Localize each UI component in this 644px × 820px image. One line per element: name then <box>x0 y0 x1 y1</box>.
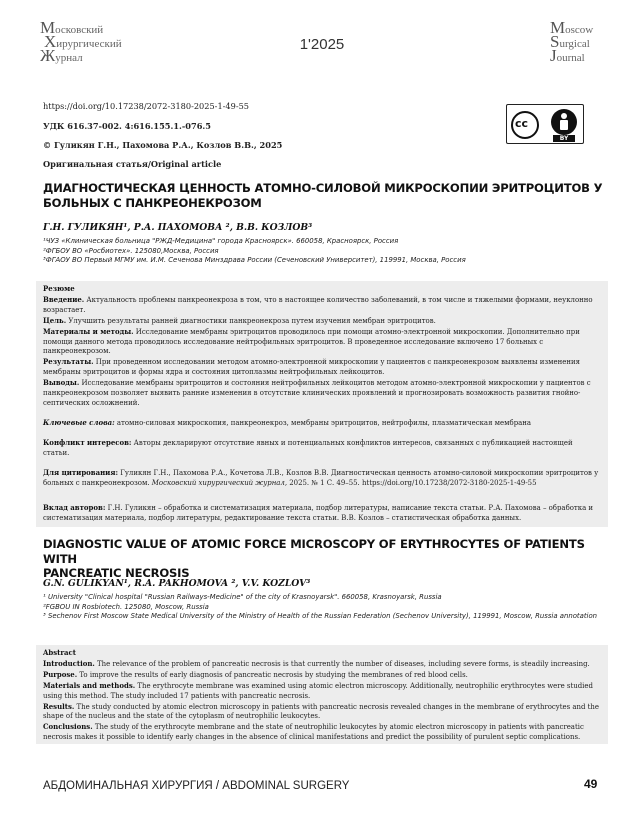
page-number: 49 <box>584 777 598 791</box>
ru-citation-text: Гуликян Г.Н., Пахомова Р.А., Кочетова Л.В., Козлов В.В. Диагностическая ценность атомно-силовой микроскопии эритроцитов у больных с панкреонекрозом. <box>43 468 599 487</box>
logo-en-line-1: Moscow <box>550 18 594 37</box>
en-methods <box>43 681 601 702</box>
ru-contributions-text: Г.Н. Гуликян – обработка и систематизация материала, подбор литературы, написание текста статьи. Р.А. Пахомова – обработка и систематизация материала, подбор литературы, редактирование текста статьи. В.В. Козлов – статистическая обработка данных. <box>43 504 594 522</box>
cc-by-license-badge[interactable] <box>506 104 584 144</box>
ru-citation-journal: Московский хирургический журнал, <box>151 478 288 487</box>
ru-intro-label: Введение. <box>43 294 85 304</box>
ru-contributions <box>43 503 601 524</box>
en-abstract-heading: Abstract <box>43 648 76 657</box>
logo-ru-line-2: Хирургический <box>44 32 122 51</box>
ru-affiliation-1: ¹ЧУЗ «Клиническая больница "РЖД-Медицина" города Красноярск». 660058, Красноярск, Россия <box>43 237 399 245</box>
en-authors: G.N. GULIKYAN¹, R.A. PAKHOMOVA ², V.V. KOZLOV³ <box>43 578 311 589</box>
en-results-text: The study conducted by atomic electron microscopy in patients with pancreatic necrosis revealed changes in the membrane of erythrocytes and the shape of the nucleus and the state of the cytoplasm of neutrophilic leukocytes. <box>43 702 599 721</box>
ru-abstract-box <box>36 281 608 527</box>
en-affiliation-1: ¹ University "Clinical hospital "Russian Railways-Medicine" of the city of Krasnoyarsk". 660058, Krasnoyarsk, Russia <box>43 593 442 601</box>
ru-citation <box>43 468 601 489</box>
ru-keywords-text: атомно-силовая микроскопия, панкреонекроз, мембраны эритроцитов, нейтрофилы, плазматическая мембрана <box>114 418 532 427</box>
ru-affiliation-2: ²ФГБОУ ВО «Росбиотех». 125080,Москва, Россия <box>43 246 219 255</box>
udk: УДК 616.37-002. 4:616.155.1.-076.5 <box>43 121 211 131</box>
ru-abstract-heading: Резюме <box>43 284 75 293</box>
ru-methods-label: Материалы и методы. <box>43 326 134 336</box>
doi-link[interactable]: https://doi.org/10.17238/2072-3180-2025-1-49-55 <box>43 101 250 111</box>
ru-contributions-label: Вклад авторов: <box>43 503 106 512</box>
ru-title <box>43 181 603 210</box>
ru-results <box>43 357 601 378</box>
en-intro <box>43 659 601 670</box>
by-label: BY <box>553 135 575 142</box>
en-affiliation-2: ²FGBOU IN Rosbiotech. 125080, Moscow, Russia <box>43 602 209 611</box>
ru-intro-text: Актуальность проблемы панкреонекроза в том, что в настоящее количество заболеваний, в том числе и тяжелыми формами, неуклонно возрастает. <box>43 295 593 314</box>
ru-intro <box>43 295 601 316</box>
logo-en-line-3: Journal <box>550 46 585 65</box>
logo-ru-line-3: Журнал <box>40 46 83 65</box>
en-title-line-1: DIAGNOSTIC VALUE OF ATOMIC FORCE MICROSCOPY OF ERYTHROCYTES OF PATIENTS WITH <box>43 537 585 566</box>
ru-goal <box>43 316 601 327</box>
en-methods-text: The erythrocyte membrane was examined using atomic electron microscopy. Additionally, neutrophilic erythrocytes were studied using this method. The study included 17 patients with pancreatic necrosis. <box>43 681 593 700</box>
ru-affiliations <box>43 237 608 266</box>
ru-title-line-2: БОЛЬНЫХ С ПАНКРЕОНЕКРОЗОМ <box>43 195 262 210</box>
en-affiliation-3: ³ Sechenov First Moscow State Medical University of the Ministry of Health of the Russian Federation (Sechenov University), 119991, Moscow, Russia annotation <box>43 612 598 621</box>
ru-goal-text: Улучшить результаты ранней диагностики панкреонекроза путем изучения мембран эритроцитов. <box>66 316 436 325</box>
en-purpose-label: Purpose. <box>43 669 78 679</box>
logo-ru-line-1: Московский <box>40 18 104 37</box>
en-abstract-box <box>36 645 608 744</box>
en-results-label: Results. <box>43 701 75 711</box>
en-intro-label: Introduction. <box>43 658 95 668</box>
copyright: © Гуликян Г.Н., Пахомова Р.А., Козлов В.В., 2025 <box>43 140 283 150</box>
ru-methods <box>43 327 601 358</box>
en-title-line-2: PANCREATIC NECROSIS <box>43 566 190 580</box>
attribution-person-icon <box>551 109 577 135</box>
ru-contrib-box <box>36 503 608 527</box>
en-title <box>43 537 603 581</box>
en-purpose <box>43 670 601 681</box>
ru-title-line-1: ДИАГНОСТИЧЕСКАЯ ЦЕННОСТЬ АТОМНО-СИЛОВОЙ МИКРОСКОПИИ ЭРИТРОЦИТОВ У <box>43 181 603 195</box>
en-intro-text: The relevance of the problem of pancreatic necrosis is that currently the number of diseases, including severe forms, is steadily increasing. <box>94 659 590 668</box>
ru-keywords-label: Ключевые слова: <box>43 417 115 427</box>
logo-en-line-2: Surgical <box>550 32 590 51</box>
ru-goal-label: Цель. <box>43 315 67 325</box>
journal-logo-en <box>550 18 594 65</box>
en-conclusions <box>43 722 601 743</box>
article-type: Оригинальная статья/Original article <box>43 159 222 169</box>
section-name: АБДОМИНАЛЬНАЯ ХИРУРГИЯ / ABDOMINAL SURGERY <box>43 780 350 792</box>
en-purpose-text: To improve the results of early diagnosis of pancreatic necrosis by studying the membranes of red blood cells. <box>77 670 468 679</box>
ru-conclusions <box>43 378 601 409</box>
ru-conflict-text: Авторы декларируют отсутствие явных и потенциальных конфликтов интересов, связанных с публикацией настоящей статьи. <box>43 438 573 457</box>
ru-conclusions-label: Выводы. <box>43 378 80 388</box>
ru-authors: Г.Н. ГУЛИКЯН¹, Р.А. ПАХОМОВА ², В.В. КОЗЛОВ³ <box>43 222 313 233</box>
ru-conflict-label: Конфликт интересов: <box>43 437 132 447</box>
issue-number: 1'2025 <box>299 36 345 53</box>
en-results <box>43 702 601 723</box>
cc-label: cc <box>515 117 529 130</box>
ru-conflict <box>43 438 601 459</box>
ru-citation-label: Для цитирования: <box>43 467 119 477</box>
ru-citation-doi[interactable]: 2025. № 1 С. 49–55. https://doi.org/10.17238/2072-3180-2025-1-49-55 <box>287 478 537 487</box>
ru-keywords <box>43 418 601 429</box>
ru-methods-text: Исследование мембраны эритроцитов проводилось при помощи атомно-электронной микроскопии. Дополнительно при помощи данного метода проводилось исследование нейтрофильных эритроцитов. В проведенное исследование включено 17 больных с панкреонекрозом. <box>43 327 580 356</box>
ru-affiliation-3: ³ФГАОУ ВО Первый МГМУ им. И.М. Сеченова Минздрава России (Сеченовский Университет), 119991, Москва, Россия <box>43 256 466 265</box>
en-methods-label: Materials and methods. <box>43 680 136 690</box>
cc-icon <box>511 111 539 139</box>
ru-conclusions-text: Исследование мембраны эритроцитов и состояния нейтрофильных лейкоцитов методом атомно-электронной микроскопии у пациентов с панкреонекрозом позволяет выявить ранние изменения в отсутствие клинических проявлений и прогнозировать возможность развития гнойно-септических осложнений. <box>43 379 591 407</box>
en-affiliations <box>43 593 608 622</box>
ru-results-text: При проведенном исследовании методом атомно-электронной микроскопии у пациентов с панкреонекрозом выявлены изменения мембраны эритроцитов и формы ядра и состояния цитоплазмы нейтрофильных лейкоцитов. <box>43 358 580 377</box>
en-conclusions-label: Conclusions. <box>43 722 93 732</box>
en-conclusions-text: The study of the erythrocyte membrane and the state of neutrophilic leukocytes by atomic electron microscopy in patients with pancreatic necrosis makes it possible to identify early changes in the absence of clinical manifestations and predict the possibility of purulent septic complications. <box>43 723 584 742</box>
ru-results-label: Результаты. <box>43 357 94 367</box>
